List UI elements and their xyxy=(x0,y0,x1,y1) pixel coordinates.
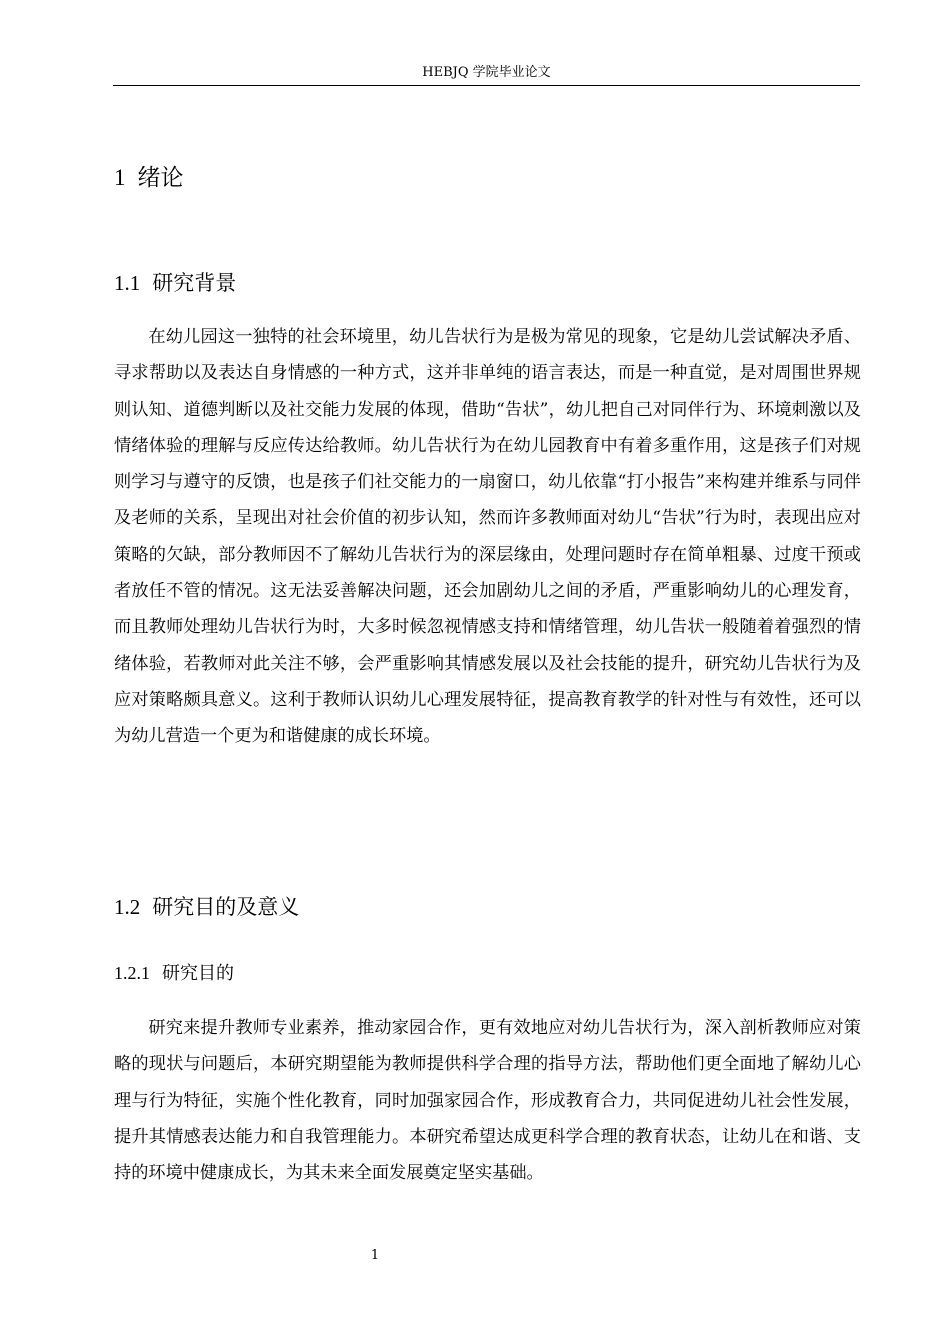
section-heading-1-2 xyxy=(114,892,299,922)
chapter-title: 绪论 xyxy=(137,165,184,191)
paragraph-research-background: 在幼儿园这一独特的社会环境里，幼儿告状行为是极为常见的现象，它是幼儿尝试解决矛盾、寻求帮助以及表达自身情感的一种方式，这并非单纯的语言表达，而是一种直觉，是对周围世界规则认知、道德判断以及社交能力发展的体现，借助“告状”，幼儿把自己对同伴行为、环境刺激以及情绪体验的理解与反应传达给教师。幼儿告状行为在幼儿园教育中有着多重作用，这是孩子们对规则学习与遵守的反馈，也是孩子们社交能力的一扇窗口，幼儿依靠“打小报告”来构建并维系与同伴及老师的关系，呈现出对社会价值的初步认知，然而许多教师面对幼儿“告状”行为时，表现出应对策略的欠缺，部分教师因不了解幼儿告状行为的深层缘由，处理问题时存在简单粗暴、过度干预或者放任不管的情况。这无法妥善解决问题，还会加剧幼儿之间的矛盾，严重影响幼儿的心理发育，而且教师处理幼儿告状行为时，大多时候忽视情感支持和情绪管理，幼儿告状一般随着着强烈的情绪体验，若教师对此关注不够，会严重影响其情感发展以及社会技能的提升，研究幼儿告状行为及应对策略颇具意义。这利于教师认识幼儿心理发展特征，提高教育教学的针对性与有效性，还可以为幼儿营造一个更为和谐健康的成长环境。 xyxy=(114,327,861,747)
header-rule xyxy=(113,85,860,86)
chapter-number: 1 xyxy=(114,165,126,190)
paragraph-research-purpose: 研究来提升教师专业素养，推动家园合作，更有效地应对幼儿告状行为，深入剖析教师应对策略的现状与问题后，本研究期望能为教师提供科学合理的指导方法，帮助他们更全面地了解幼儿心理与行为特征，实施个性化教育，同时加强家园合作，形成教育合力，共同促进幼儿社会性发展，提升其情感表达能力和自我管理能力。本研究希望达成更科学合理的教育状态，让幼儿在和谐、支持的环境中健康成长，为其未来全面发展奠定坚实基础。 xyxy=(114,1018,861,1184)
section-heading-1-1 xyxy=(114,268,236,298)
chapter-heading xyxy=(114,162,184,194)
subsection-heading-1-2-1 xyxy=(114,959,234,988)
subsection-number-1-2-1: 1.2.1 xyxy=(114,963,150,983)
section-title-1-2: 研究目的及意义 xyxy=(152,895,300,919)
page-number: 1 xyxy=(370,1248,380,1263)
section-number-1-1: 1.1 xyxy=(114,271,141,295)
section-title-1-1: 研究背景 xyxy=(152,271,237,295)
subsection-title-1-2-1: 研究目的 xyxy=(162,963,234,984)
running-header: HEBJQ 学院毕业论文 xyxy=(422,65,551,80)
section-number-1-2: 1.2 xyxy=(114,895,141,919)
